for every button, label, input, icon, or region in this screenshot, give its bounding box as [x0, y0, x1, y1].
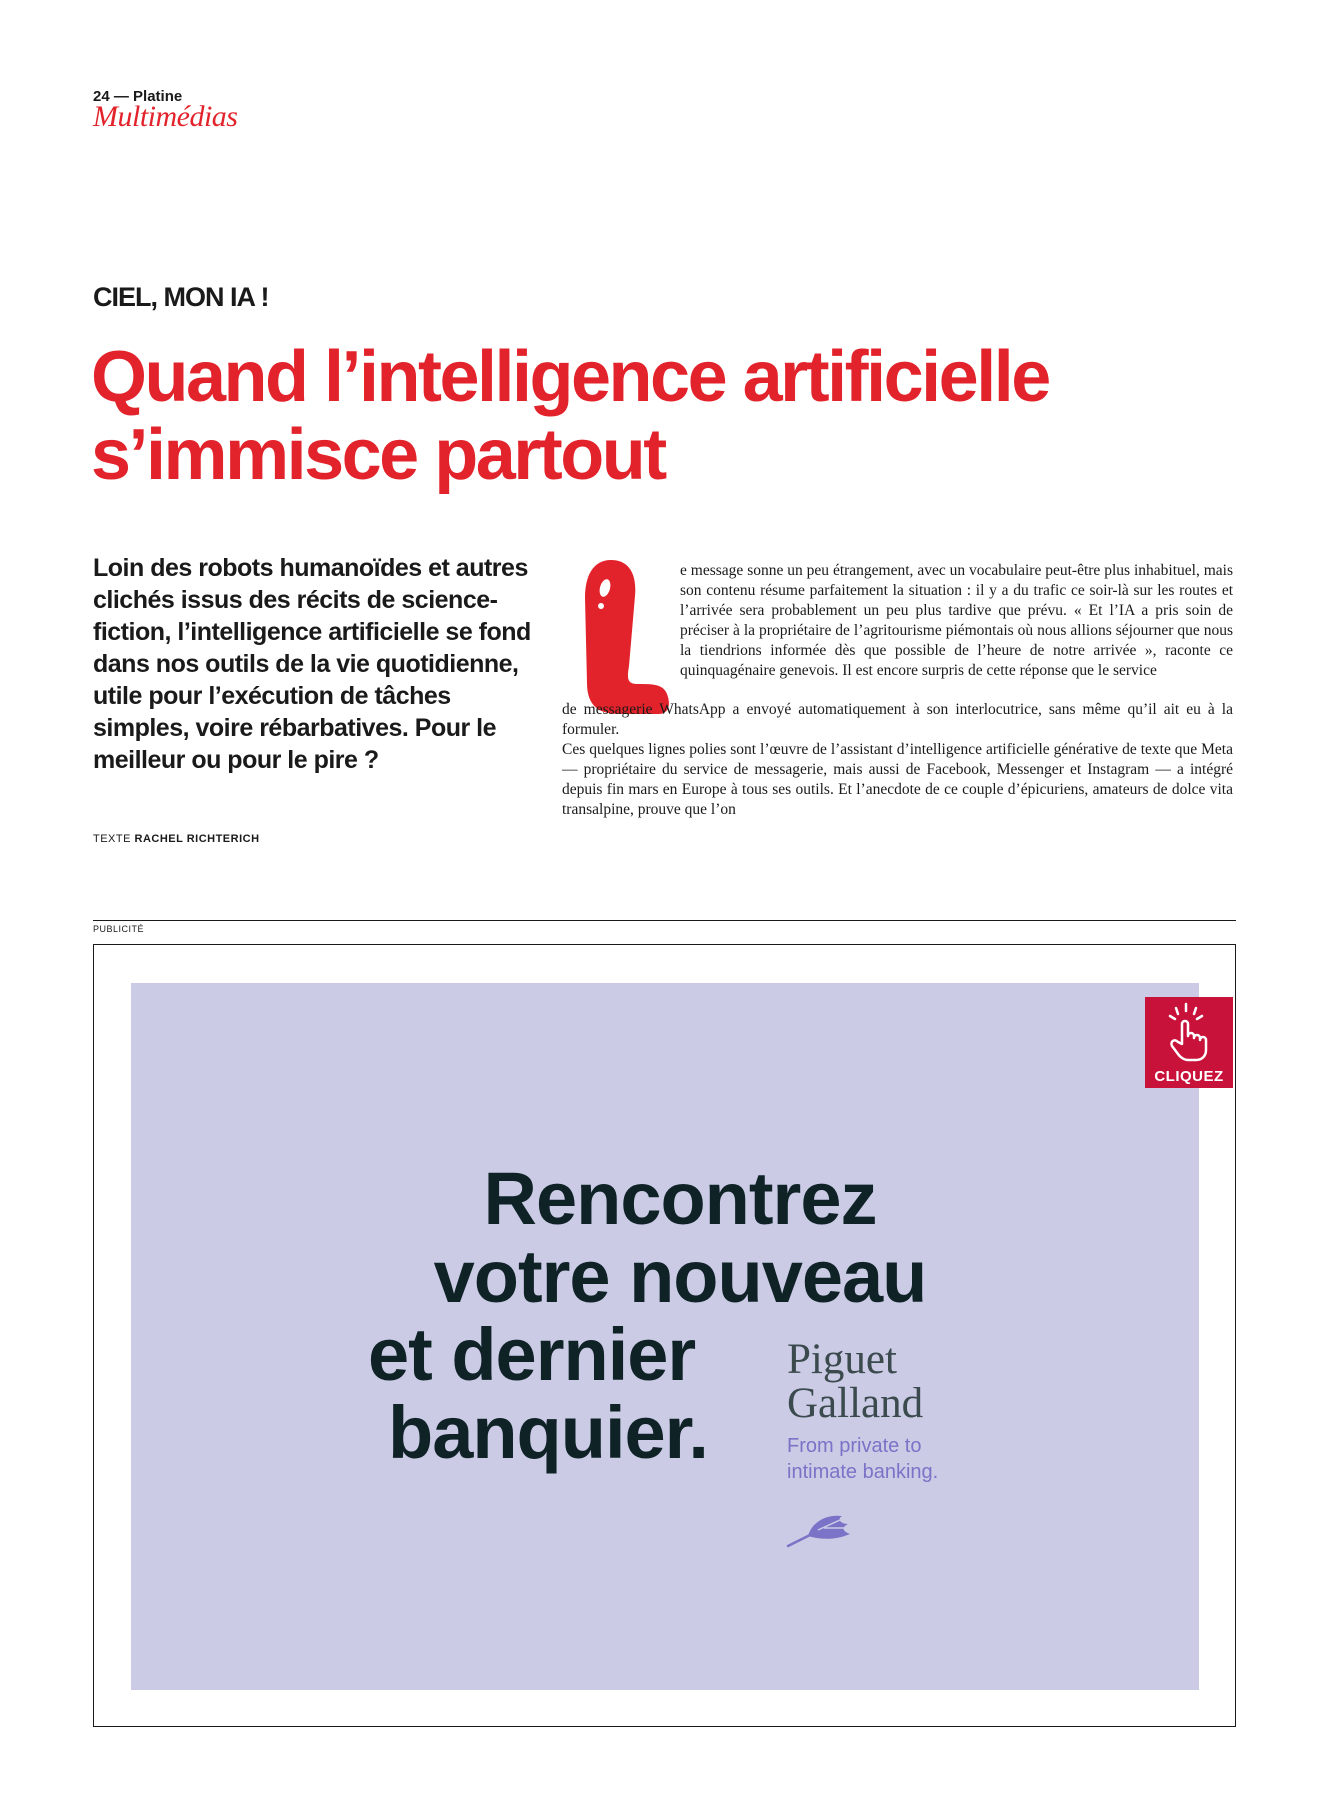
ad-headline-line-2: votre nouveau	[433, 1235, 927, 1318]
ad-brand-line-1: Piguet	[787, 1336, 897, 1383]
title-line-2: s’immisce partout	[91, 415, 665, 495]
page-folio: 24 — Platine	[93, 88, 183, 105]
ad-brand-line-2: Galland	[787, 1380, 924, 1427]
advertisement-label: PUBLICITÉ	[93, 924, 145, 934]
title-line-1: Quand l’intelligence artificielle	[91, 337, 1049, 417]
ad-tagline-line-1: From private to	[787, 1435, 922, 1457]
article-lead: Loin des robots humanoïdes et autres clichés issus des récits de science-fiction, l’intelligence artificielle se fond dans nos outils de la vie quotidienne, utile pour l’exécution de tâches simples, voire rébarbatives. Pour le meilleur ou pour le pire ?	[93, 554, 531, 774]
body-paragraph-1: e message sonne un peu étrangement, avec un vocabulaire peut-être plus inhabituel, mais son contenu résume parfaitement la situation : il y a du trafic ce soir-là sur les routes et l’arrivée sera probablement un peu plus tardive que prévu. « Et l’IA a pris soin de préciser à la propriétaire de l’agritourisme piémontais où nous allions séjourner que nous la tiendrions informée dès que possible de l’heure de notre arrivée », raconte ce quinquagénaire genevois. Il est encore surpris de cette réponse que le service	[680, 562, 1233, 679]
leaf-icon	[786, 1510, 854, 1548]
ad-headline-line-1: Rencontrez	[483, 1157, 877, 1240]
byline-prefix: TEXTE	[93, 833, 131, 845]
article-title	[91, 338, 1251, 494]
section-divider	[93, 920, 1236, 921]
ad-tagline-line-2: intimate banking.	[787, 1461, 939, 1483]
body-paragraph-3-text: Ces quelques lignes polies sont l’œuvre de l’assistant d’intelligence artificielle générative de texte que Meta — propriétaire du service de messagerie, mais aussi de Facebook, Messenger et Instagram — a intégré depuis fin mars en Europe à tous ses outils. Et l’anecdote de ce couple d’épicuriens, amateurs de dolce vita transalpine, prouve que l’on	[562, 741, 1233, 818]
byline	[93, 833, 260, 845]
article-kicker: CIEL, MON IA !	[93, 282, 269, 312]
hand-pointer-icon	[1158, 1002, 1216, 1062]
byline-author: RACHEL RICHTERICH	[134, 833, 260, 845]
ad-headline	[300, 1157, 1060, 1474]
body-paragraph-2	[562, 700, 1233, 820]
section-name: Multimédias	[93, 100, 238, 133]
ad-brand-logo	[787, 1338, 923, 1426]
ad-tagline	[787, 1433, 938, 1485]
ad-headline-line-4: banquier.	[388, 1391, 708, 1474]
click-label[interactable]: CLIQUEZ	[1154, 1068, 1224, 1085]
dropcap-letter	[571, 558, 671, 718]
body-paragraph-2-text: de messagerie WhatsApp a envoyé automatiquement à son interlocutrice, sans même qu’il ait eu à la formuler.	[562, 701, 1233, 738]
ad-headline-line-3: et dernier	[368, 1313, 696, 1396]
